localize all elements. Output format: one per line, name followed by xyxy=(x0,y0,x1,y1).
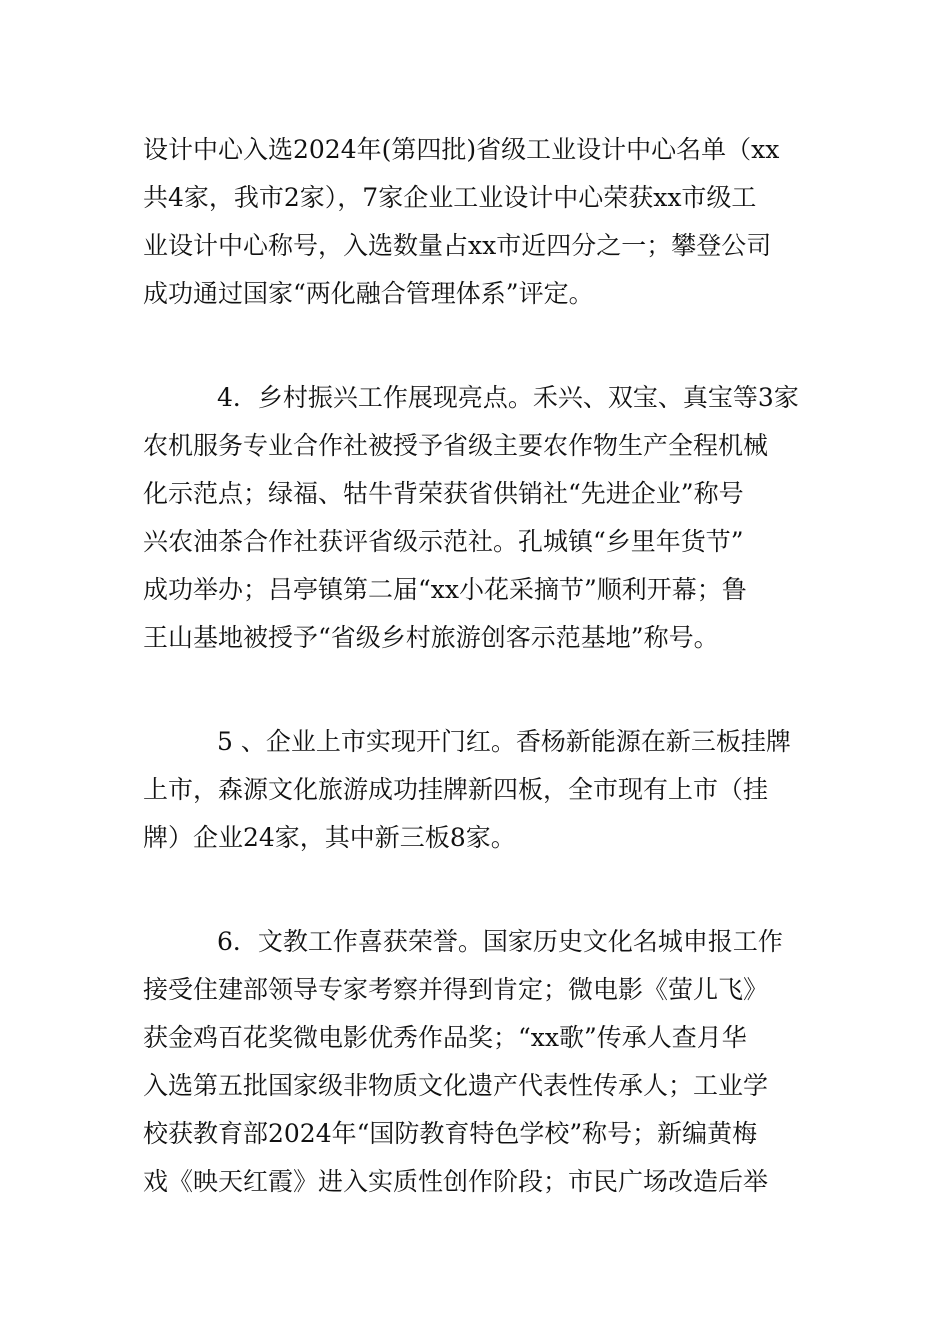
paragraph-line: 入选第五批国家级非物质文化遗产代表性传承人；工业学 xyxy=(143,1071,769,1100)
paragraph-line: 业设计中心称号，入选数量占xx市近四分之一；攀登公司 xyxy=(143,231,772,260)
paragraph-line: 成功举办；吕亭镇第二届“xx小花采摘节”顺利开幕；鲁 xyxy=(143,575,747,604)
paragraph-line: 兴农油茶合作社获评省级示范社。孔城镇“乡里年货节” xyxy=(143,527,744,556)
paragraph-line: 5 、企业上市实现开门红。香杨新能源在新三板挂牌 xyxy=(217,727,791,756)
paragraph-culture-education xyxy=(143,918,815,1206)
paragraph-line: 牌）企业24家，其中新三板8家。 xyxy=(143,823,516,852)
paragraph-line: 农机服务专业合作社被授予省级主要农作物生产全程机械 xyxy=(143,431,769,460)
paragraph-line: 设计中心入选2024年(第四批)省级工业设计中心名单（xx xyxy=(143,135,780,164)
paragraph-line: 6．文教工作喜获荣誉。国家历史文化名城申报工作 xyxy=(217,927,783,956)
paragraph-line: 4．乡村振兴工作展现亮点。禾兴、双宝、真宝等3家 xyxy=(217,383,799,412)
paragraph-rural-revitalization xyxy=(143,374,815,662)
paragraph-enterprise-listing xyxy=(143,718,815,862)
paragraph-line: 王山基地被授予“省级乡村旅游创客示范基地”称号。 xyxy=(143,623,719,652)
paragraph-line: 成功通过国家“两化融合管理体系”评定。 xyxy=(143,279,594,308)
paragraph-line: 戏《映天红霞》进入实质性创作阶段；市民广场改造后举 xyxy=(143,1167,769,1196)
paragraph-industrial-design xyxy=(143,126,815,318)
paragraph-line: 接受住建部领导专家考察并得到肯定；微电影《萤儿飞》 xyxy=(143,975,769,1004)
paragraph-line: 上市，森源文化旅游成功挂牌新四板，全市现有上市（挂 xyxy=(143,775,769,804)
paragraph-line: 共4家，我市2家），7家企业工业设计中心荣获xx市级工 xyxy=(143,183,757,212)
paragraph-line: 化示范点；绿福、牯牛背荣获省供销社“先进企业”称号 xyxy=(143,479,744,508)
paragraph-line: 获金鸡百花奖微电影优秀作品奖；“xx歌”传承人查月华 xyxy=(143,1023,747,1052)
paragraph-line: 校获教育部2024年“国防教育特色学校”称号；新编黄梅 xyxy=(143,1119,758,1148)
